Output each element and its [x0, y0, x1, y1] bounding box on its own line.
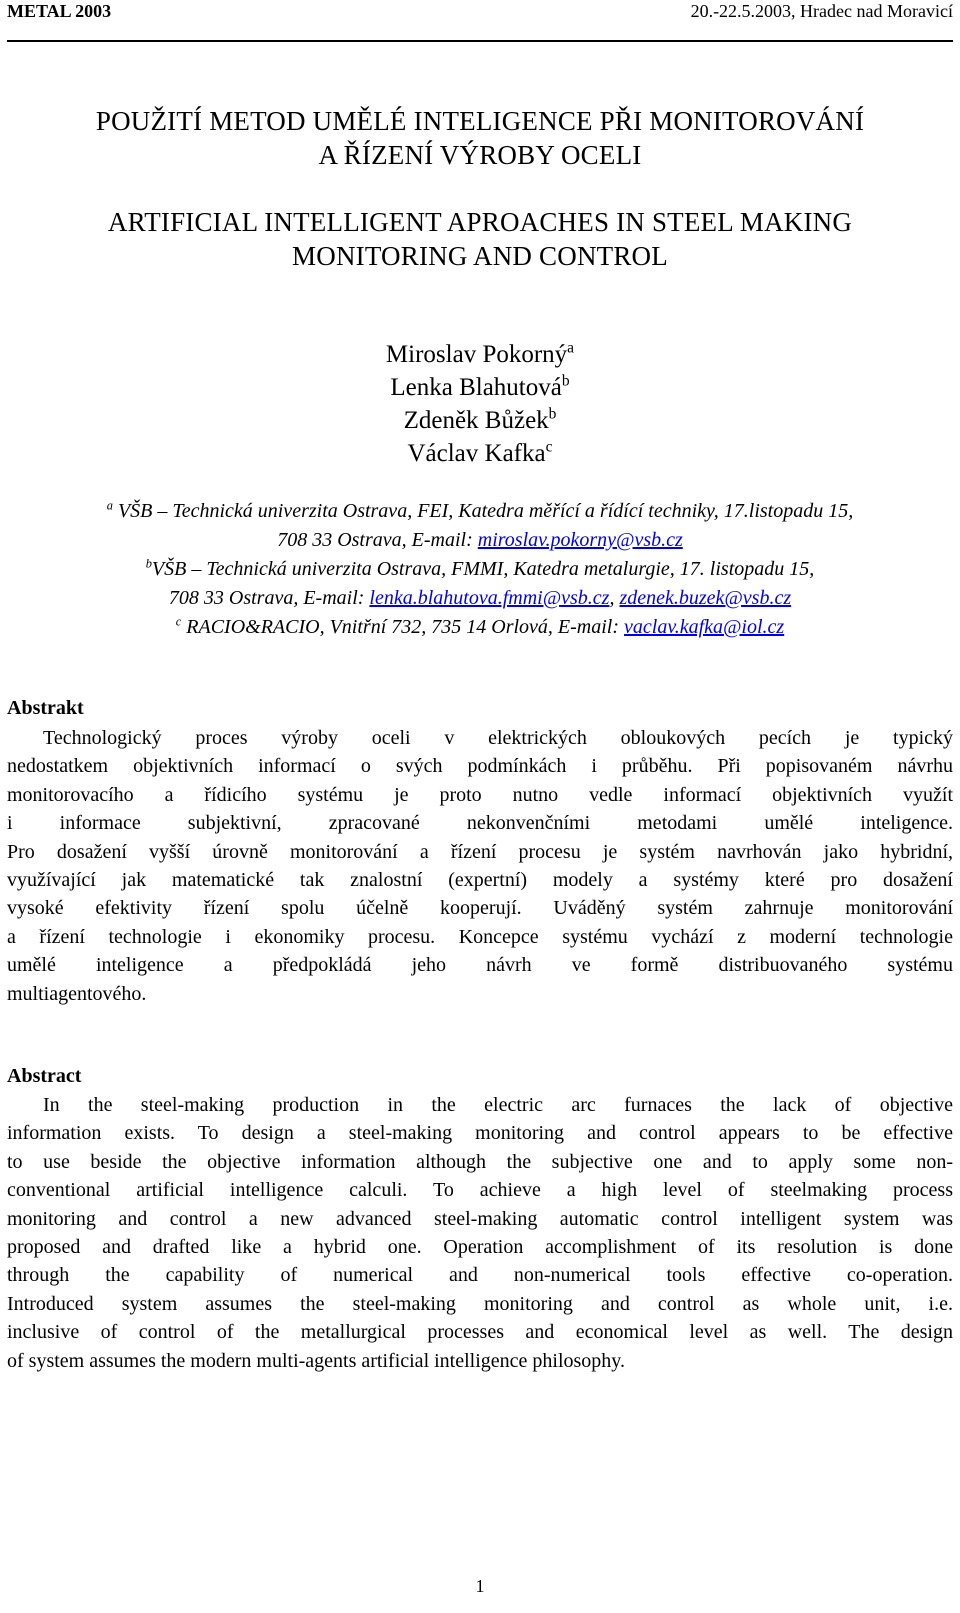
text-line: využívající jak matematické tak znalostní (expertní) modely a systémy které pro dosažení	[7, 869, 953, 892]
affiliation-mark: b	[145, 556, 152, 571]
email-link[interactable]: miroslav.pokorny@vsb.cz	[477, 529, 683, 551]
title-english-line-1: ARTIFICIAL INTELLIGENT APROACHES IN STEEL MAKING	[107, 207, 853, 237]
author-affiliation-mark: a	[567, 339, 575, 357]
text-line: conventional artificial intelligence calculi. To achieve a high level of steelmaking process	[7, 1179, 953, 1202]
text-line: information exists. To design a steel-making monitoring and control appears to be effective	[7, 1122, 953, 1145]
title-czech-line-2: A ŘÍZENÍ VÝROBY OCELI	[318, 140, 642, 170]
author-affiliation-mark: b	[548, 405, 557, 423]
text-line: In the steel-making production in the electric arc furnaces the lack of objective	[43, 1094, 953, 1116]
abstract-heading: Abstract	[7, 1065, 82, 1087]
title-english-line-2: MONITORING AND CONTROL	[292, 241, 668, 271]
text-line: Introduced system assumes the steel-making monitoring and control as whole unit, i.e.	[7, 1292, 953, 1315]
text-line: a řízení technologie i ekonomiky procesu. Koncepce systému vychází z moderní technologie	[7, 925, 953, 948]
page-number: 1	[475, 1576, 485, 1596]
text-line: Pro dosažení vyšší úrovně monitorování a řízení procesu je systém navrhován jako hybridní,	[7, 840, 953, 863]
affiliation-a-line-1: $^a$ VŠB – Technická univerzita Ostrava, FEI, Katedra měřící a řídící techniky, 17.listopadu 15,	[106, 498, 854, 522]
author	[0, 338, 960, 371]
title-czech	[0, 104, 960, 172]
affiliation-b-line-1: $^b$VŠB – Technická univerzita Ostrava, FMMI, Katedra metalurgie, 17. listopadu 15,	[145, 556, 815, 580]
abstract-body	[7, 1091, 953, 1375]
text-line: nedostatkem objektivních informací o svých podmínkách i průběhu. Při popisovaném návrhu	[7, 755, 953, 778]
header-rule	[7, 40, 953, 42]
email-link[interactable]: vaclav.kafka@iol.cz	[624, 616, 785, 638]
affiliations	[0, 497, 960, 642]
text-line: through the capability of numerical and non-numerical tools effective co-operation.	[7, 1264, 953, 1287]
author-affiliation-mark: b	[561, 372, 570, 390]
text-line: i informace subjektivní, zpracované nekonvenčními metodami umělé inteligence.	[7, 812, 953, 835]
affiliation-mark: c	[175, 614, 182, 629]
text-line: inclusive of control of the metallurgical processes and economical level as well. The design	[7, 1321, 953, 1344]
text-line: of system assumes the modern multi-agents artificial intelligence philosophy.	[7, 1349, 626, 1372]
affiliation-b-line-2: 708 33 Ostrava, E-mail: lenka.blahutova.fmmi@vsb.cz, zdenek.buzek@vsb.cz	[168, 587, 792, 609]
title-english	[0, 205, 960, 273]
email-link[interactable]: zdenek.buzek@vsb.cz	[619, 587, 792, 609]
abstrakt-heading: Abstrakt	[7, 697, 84, 719]
conference-name: METAL 2003	[7, 1, 112, 21]
running-header	[7, 0, 953, 26]
abstrakt-body	[7, 724, 953, 1008]
email-link[interactable]: lenka.blahutova.fmmi@vsb.cz	[369, 587, 610, 609]
text-line: monitorovacího a řídicího systému je proto nutno vedle informací objektivních využít	[7, 783, 953, 806]
affiliation-mark: a	[106, 498, 113, 513]
text-line: Technologický proces výroby oceli v elektrických obloukových pecích je typický	[43, 727, 953, 749]
author-name: Miroslav Pokorný	[385, 341, 568, 368]
text-line: vysoké efektivity řízení spolu účelně kooperují. Uváděný systém zahrnuje monitorování	[7, 897, 953, 920]
affiliation-a-line-2: 708 33 Ostrava, E-mail: miroslav.pokorny@vsb.cz	[277, 529, 683, 551]
text-line: umělé inteligence a předpokládá jeho návrh ve formě distribuovaného systému	[7, 954, 953, 977]
title-czech-line-1: POUŽITÍ METOD UMĚLÉ INTELIGENCE PŘI MONITOROVÁNÍ	[95, 106, 865, 136]
affiliation-c-line: $^c$ RACIO&RACIO, Vnitřní 732, 735 14 Orlová, E-mail: vaclav.kafka@iol.cz	[175, 614, 785, 638]
author-name: Václav Kafka	[407, 440, 546, 467]
text-line: proposed and drafted like a hybrid one. Operation accomplishment of its resolution is done	[7, 1236, 953, 1259]
author	[0, 404, 960, 437]
author-name: Lenka Blahutová	[390, 374, 562, 401]
text-line: to use beside the objective information although the subjective one and to apply some non-	[7, 1150, 953, 1173]
author-affiliation-mark: c	[545, 438, 553, 456]
author	[0, 437, 960, 470]
text-line: monitoring and control a new advanced steel-making automatic control intelligent system was	[7, 1207, 953, 1230]
author-list	[0, 338, 960, 470]
author	[0, 371, 960, 404]
conference-date-place: 20.-22.5.2003, Hradec nad Moravicí	[690, 1, 953, 21]
author-name: Zdeněk Bůžek	[403, 407, 549, 434]
text-line: multiagentového.	[7, 982, 147, 1005]
